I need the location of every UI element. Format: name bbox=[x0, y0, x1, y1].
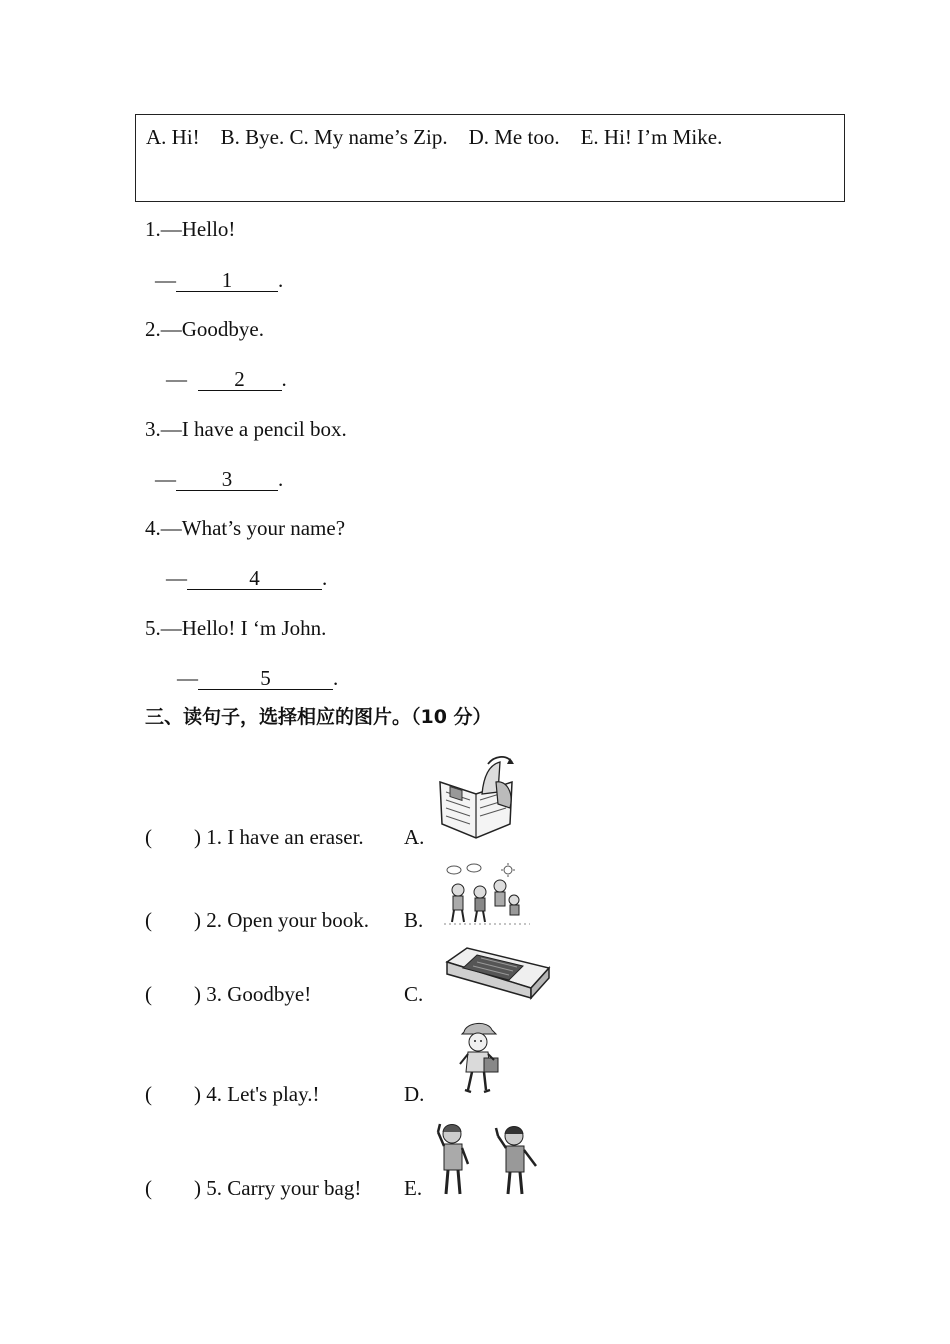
match-item bbox=[145, 825, 364, 850]
answer-blank[interactable]: 5 bbox=[198, 667, 333, 690]
children-playing-icon bbox=[444, 862, 530, 926]
period: . bbox=[278, 467, 284, 491]
answer-paren[interactable]: ( ) bbox=[145, 908, 201, 932]
dialogue-answer bbox=[155, 268, 283, 293]
dialogue-prompt: 1.—Hello! bbox=[145, 217, 236, 241]
girl-with-bag-icon bbox=[456, 1020, 504, 1098]
match-item bbox=[145, 908, 369, 933]
dialogue-answer bbox=[166, 367, 287, 392]
dash: — bbox=[155, 268, 176, 292]
options-row bbox=[146, 125, 722, 150]
option-a: A. Hi! bbox=[146, 125, 200, 149]
dialogue-answer bbox=[177, 666, 338, 691]
period: . bbox=[281, 367, 287, 391]
picture-letter: C. bbox=[404, 982, 424, 1006]
dash: — bbox=[177, 666, 198, 690]
option-c: C. My name’s Zip. bbox=[289, 125, 448, 149]
options-box bbox=[135, 114, 845, 202]
answer-paren[interactable]: ( ) bbox=[145, 1082, 201, 1106]
period: . bbox=[322, 566, 328, 590]
answer-blank[interactable]: 1 bbox=[176, 269, 278, 292]
dash: — bbox=[155, 467, 176, 491]
dialogue-prompt: 4.—What’s your name? bbox=[145, 516, 346, 540]
match-item bbox=[145, 1176, 361, 1201]
match-sentence: 2. Open your book. bbox=[206, 908, 369, 932]
match-sentence: 1. I have an eraser. bbox=[206, 825, 364, 849]
answer-paren[interactable]: ( ) bbox=[145, 825, 201, 849]
dialogue-answer bbox=[155, 467, 283, 492]
answer-blank[interactable]: 2 bbox=[198, 368, 282, 391]
period: . bbox=[278, 268, 284, 292]
section-heading: 三、读句子，选择相应的图片。（10 分） bbox=[145, 706, 492, 728]
match-sentence: 5. Carry your bag! bbox=[206, 1176, 362, 1200]
match-sentence: 4. Let's play.! bbox=[206, 1082, 320, 1106]
eraser-icon bbox=[443, 944, 553, 1000]
answer-paren[interactable]: ( ) bbox=[145, 982, 201, 1006]
dialogue-prompt: 5.—Hello! I ‘m John. bbox=[145, 616, 327, 640]
answer-blank[interactable]: 3 bbox=[176, 468, 278, 491]
answer-paren[interactable]: ( ) bbox=[145, 1176, 201, 1200]
option-e: E. Hi! I’m Mike. bbox=[580, 125, 723, 149]
period: . bbox=[333, 666, 339, 690]
match-item bbox=[145, 982, 311, 1007]
picture-letter: D. bbox=[404, 1082, 425, 1106]
dialogue-prompt: 3.—I have a pencil box. bbox=[145, 417, 347, 441]
option-d: D. Me too. bbox=[468, 125, 560, 149]
two-kids-waving-icon bbox=[436, 1120, 546, 1196]
dash: — bbox=[166, 367, 187, 391]
picture-letter: B. bbox=[404, 908, 424, 932]
option-b: B. Bye. bbox=[220, 125, 285, 149]
match-item bbox=[145, 1082, 319, 1107]
dialogue-answer bbox=[166, 566, 327, 591]
open-book-icon bbox=[436, 752, 518, 840]
picture-letter: A. bbox=[404, 825, 425, 849]
dash: — bbox=[166, 566, 187, 590]
picture-letter: E. bbox=[404, 1176, 423, 1200]
answer-blank[interactable]: 4 bbox=[187, 567, 322, 590]
match-sentence: 3. Goodbye! bbox=[206, 982, 312, 1006]
dialogue-prompt: 2.—Goodbye. bbox=[145, 317, 264, 341]
